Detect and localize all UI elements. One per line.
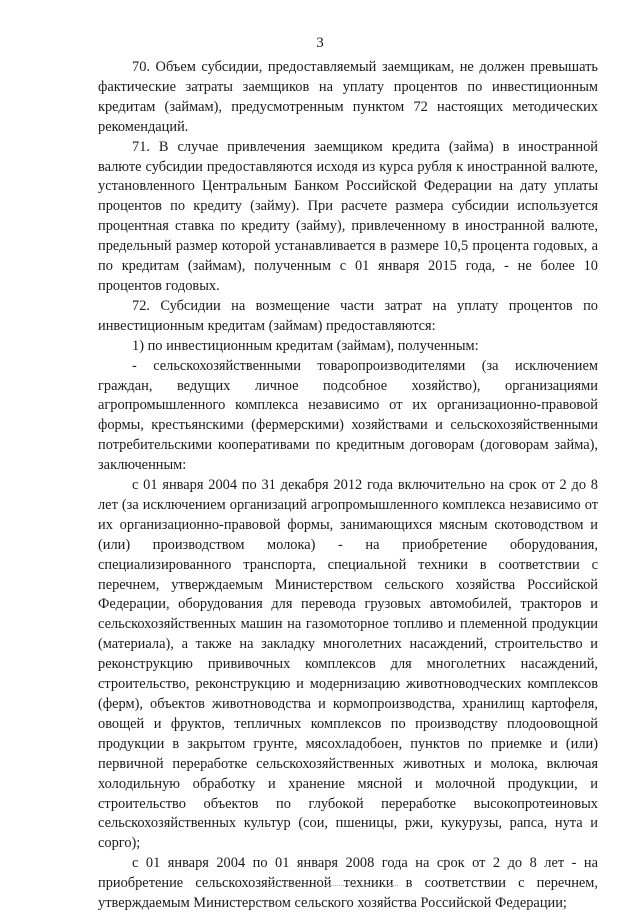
- page-number: 3: [316, 35, 324, 51]
- paragraph-72: 72. Субсидии на возмещение части затрат на уплату процентов по инвестиционным кредитам (займам) предоставляются:: [98, 297, 598, 334]
- scan-artifact: [268, 885, 398, 887]
- term-2004-2012: с 01 января 2004 по 31 декабря 2012 года включительно на срок от 2 до 8 лет (за исключением организаций агропромышленного комплекса независимо от их организационно-правовой формы, занимающихся мясным скотоводством и (или) производством молока) - на приобретение оборудования, специализированного транспорта, специальной техники в соответствии с перечнем, утверждаемым Министерством сельского хозяйства Российской Федерации, оборудования для перевода грузовых автомобилей, тракторов и сельскохозяйственных машин на газомоторное топливо и племенной продукции (материала), а также на закладку многолетних насаждений, строительство и реконструкцию прививочных комплексов для многолетних насаждений, строительство, реконструкцию и модернизацию животноводческих комплексов (ферм), объектов животноводства и кормопроизводства, хранилищ картофеля, овощей и фруктов, тепличных комплексов по производству плодоовощной продукции в закрытом грунте, мясохладобоен, пунктов по приемке и (или) первичной переработке сельскохозяйственных животных и молока, включая холодильную обработку и хранение мясной и молочной продукции, и строительство объектов по глубокой переработке высокопротеиновых сельскохозяйственных культур (сои, пшеницы, ржи, кукурузы, рапса, нута и сорго);: [98, 477, 598, 852]
- paragraph-70: 70. Объем субсидии, предоставляемый заемщикам, не должен превышать фактические затраты заемщиков на уплату процентов по инвестиционным кредитам (займам), предусмотренным пунктом 72 настоящих методических рекомендаций.: [98, 59, 598, 135]
- recipients-item: - сельскохозяйственными товаропроизводителями (за исключением граждан, ведущих личное подсобное хозяйство), организациями агропромышленного комплекса независимо от их организационно-правовой формы, крестьянскими (фермерскими) хозяйствами и сельскохозяйственными потребительскими кооперативами по кредитным договорам (договорам займа), заключенным:: [98, 357, 598, 474]
- document-body: [98, 58, 598, 914]
- paragraph-71: 71. В случае привлечения заемщиком кредита (займа) в иностранной валюте субсидии предоставляются исходя из курса рубля к иностранной валюте, установленного Центральным Банком Российской Федерации на дату уплаты процентов по кредиту (займу). При расчете размера субсидии используется процентная ставка по кредиту (займу), привлеченному в иностранной валюте, предельный размер которой устанавливается в размере 10,5 процента годовых, а по кредитам (займам), полученным с 01 января 2015 года, - не более 10 процентов годовых.: [98, 138, 598, 294]
- subparagraph-1: 1) по инвестиционным кредитам (займам), полученным:: [132, 337, 479, 354]
- term-2004-2008: с 01 января 2004 по 01 января 2008 года на срок от 2 до 8 лет - на приобретение сельскохозяйственной техники в соответствии с перечнем, утверждаемым Министерством сельского хозяйства Российской Федерации;: [98, 855, 598, 912]
